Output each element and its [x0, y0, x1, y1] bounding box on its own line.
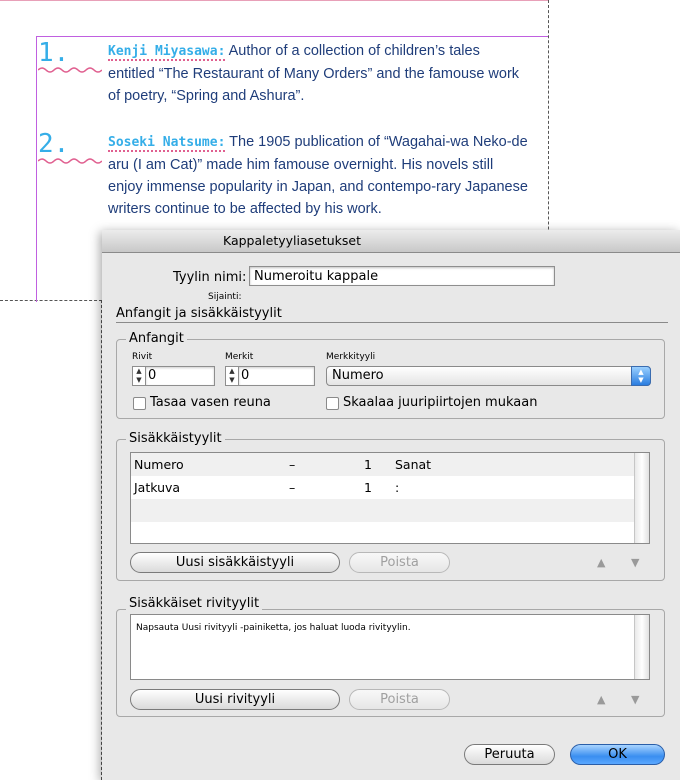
document-entry-1: [38, 38, 520, 120]
select-arrows-icon: ▲ ▼: [631, 366, 651, 386]
entry-number: 1.: [38, 38, 70, 68]
move-down-icon[interactable]: ▼: [631, 556, 640, 569]
paragraph-style-options-dialog: [102, 230, 680, 780]
nested-style-end: :: [395, 480, 400, 495]
scale-label: Skaalaa juuripiirtojen mukaan: [343, 395, 538, 410]
rows-input[interactable]: 0: [145, 366, 215, 386]
rows-label: Rivit: [132, 352, 153, 362]
chars-stepper-icon[interactable]: ▲ ▼: [225, 366, 238, 386]
char-style-select[interactable]: [326, 366, 651, 386]
drop-caps-title: Anfangit: [126, 331, 187, 346]
entry-number: 2.: [38, 129, 70, 159]
nested-styles-title: Sisäkkäistyylit: [126, 431, 225, 446]
scale-checkbox[interactable]: [326, 397, 339, 410]
delete-line-style-button[interactable]: Poista: [349, 689, 450, 710]
entry-name: Soseki Natsume:: [108, 135, 226, 150]
margin-guide-horizontal: [36, 36, 548, 37]
entry-body: Author of a collection of children’s tales entitled “The Restaurant of Many Orders” and the famouse work of poetry, “Spring and Ashura”.: [108, 43, 520, 104]
spell-squiggle-icon: [38, 66, 102, 74]
new-line-style-button[interactable]: Uusi rivityyli: [130, 689, 340, 710]
char-style-value: Numero: [332, 368, 384, 383]
list-item: [131, 499, 649, 522]
style-name-input[interactable]: Numeroitu kappale: [249, 266, 555, 286]
cancel-button[interactable]: Peruuta: [464, 744, 555, 765]
document-entry-2: [38, 129, 528, 231]
entry-body: The 1905 publication of “Wagahai-wa Neko-de aru (I am Cat)” made him famouse overnight. His novels still enjoy immense popularity in Japan, and contempo-rary Japanese writers continue to be affected by his work.: [108, 134, 528, 217]
move-down-icon[interactable]: ▼: [631, 693, 640, 706]
move-up-icon[interactable]: ▲: [597, 693, 606, 706]
section-divider: [116, 322, 668, 323]
dialog-title: Kappaletyyliasetukset: [222, 233, 361, 248]
nested-list-scrollbar[interactable]: [634, 453, 649, 543]
nested-line-styles-title: Sisäkkäiset rivityylit: [126, 596, 262, 611]
align-left-checkbox[interactable]: [133, 397, 146, 410]
nested-style-end: Sanat: [395, 457, 432, 472]
section-title: Anfangit ja sisäkkäistyylit: [116, 306, 282, 321]
dialog-titlebar[interactable]: [102, 230, 680, 253]
entry-text: [108, 40, 528, 107]
rows-stepper-icon[interactable]: ▲ ▼: [132, 366, 145, 386]
entry-name: Kenji Miyasawa:: [108, 44, 226, 59]
nested-style-count: 1: [364, 480, 372, 495]
align-left-label: Tasaa vasen reuna: [150, 395, 271, 410]
margin-guide-vertical: [36, 36, 37, 302]
nested-style-count: 1: [364, 457, 372, 472]
chars-input[interactable]: 0: [238, 366, 315, 386]
nested-styles-list[interactable]: [130, 452, 650, 544]
list-item[interactable]: [131, 476, 649, 499]
new-nested-style-button[interactable]: Uusi sisäkkäistyyli: [130, 552, 340, 573]
chars-label: Merkit: [225, 352, 254, 362]
entry-text: [108, 131, 528, 220]
location-label: Sijainti:: [208, 292, 242, 302]
nested-line-hint: Napsauta Uusi rivityyli -painiketta, jos haluat luoda rivityylin.: [136, 623, 411, 633]
spell-squiggle-icon: [38, 157, 102, 165]
char-style-label: Merkkityyli: [326, 352, 376, 362]
nested-style-dash: –: [289, 480, 296, 495]
ok-button[interactable]: OK: [570, 744, 665, 765]
style-name-label: Tyylin nimi:: [173, 270, 247, 285]
list-item[interactable]: [131, 453, 649, 476]
nested-style-name: Numero: [134, 457, 184, 472]
nested-line-styles-list[interactable]: [130, 614, 650, 680]
nested-line-scrollbar[interactable]: [634, 615, 649, 679]
move-up-icon[interactable]: ▲: [597, 556, 606, 569]
nested-style-dash: –: [289, 457, 296, 472]
page-edge-top: [0, 0, 549, 1]
nested-style-name: Jatkuva: [134, 480, 181, 495]
page-edge-bottom: [0, 300, 102, 301]
delete-nested-style-button[interactable]: Poista: [349, 552, 450, 573]
